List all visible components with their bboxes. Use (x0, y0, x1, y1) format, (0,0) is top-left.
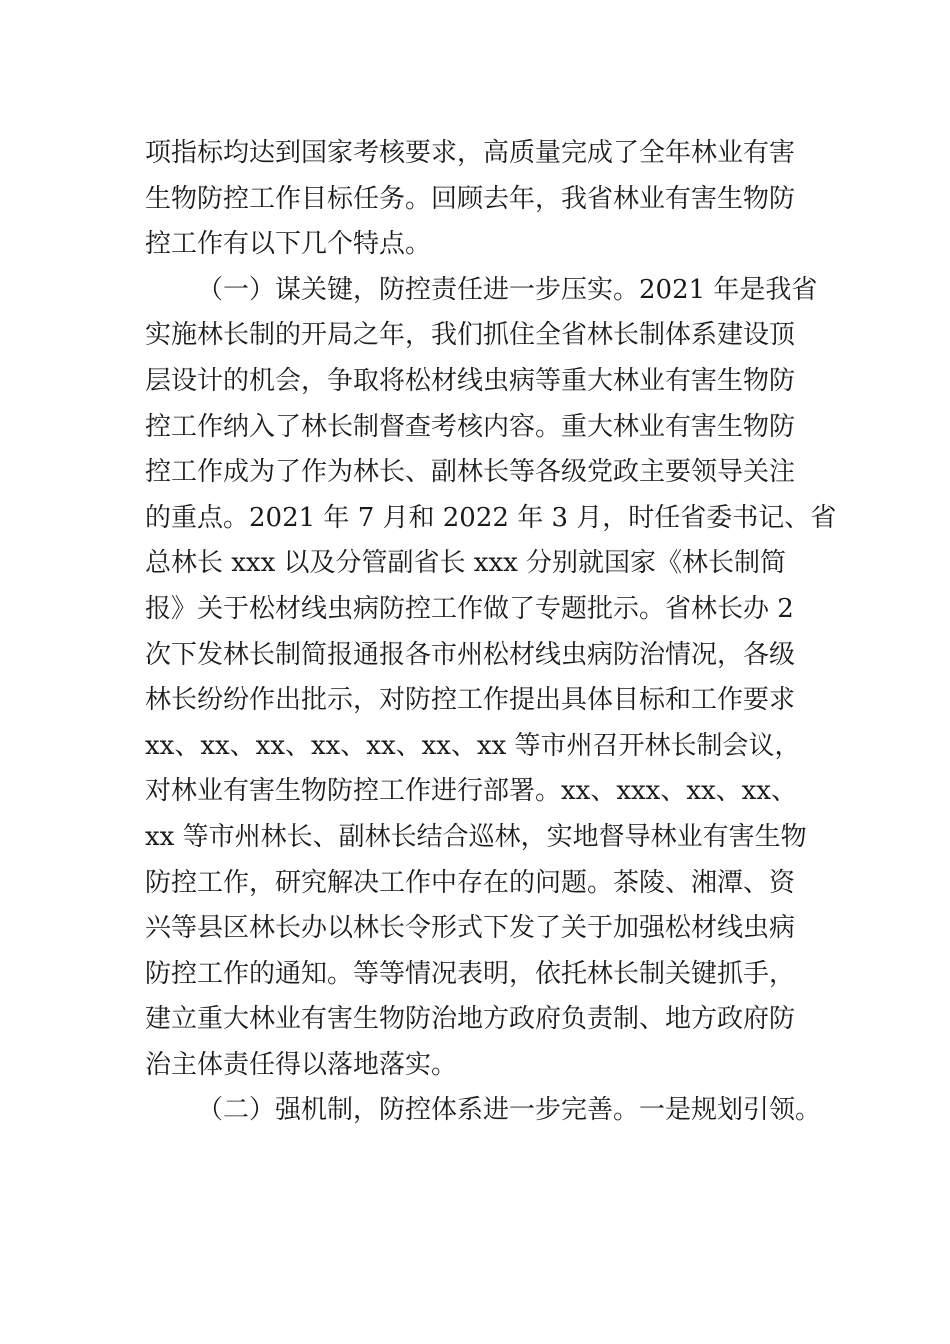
text-line: 建立重大林业有害生物防治地方政府负责制、地方政府防 (145, 1004, 796, 1035)
text-line: 兴等县区林长办以林长令形式下发了关于加强松材线虫病 (145, 913, 796, 944)
text-line: 控工作成为了作为林长、副林长等各级党政主要领导关注 (145, 457, 796, 488)
text-line: 治主体责任得以落地落实。 (145, 1049, 458, 1080)
text-line: 防控工作的通知。等等情况表明，依托林长制关键抓手， (145, 958, 796, 989)
text-line: 报》关于松材线虫病防控工作做了专题批示。省林长办 2 (145, 593, 794, 624)
text-line: 防控工作，研究解决工作中存在的问题。茶陵、湘潭、资 (145, 867, 796, 898)
text-line: 次下发林长制简报通报各市州松材线虫病防治情况，各级 (145, 639, 796, 670)
text-line: 层设计的机会，争取将松材线虫病等重大林业有害生物防 (145, 365, 796, 396)
text-line: 实施林长制的开局之年，我们抓住全省林长制体系建设顶 (145, 320, 796, 351)
text-line: 控工作纳入了林长制督查考核内容。重大林业有害生物防 (145, 411, 796, 442)
text-line: xx 等市州林长、副林长结合巡林，实地督导林业有害生物 (145, 821, 807, 852)
text-line: （一）谋关键，防控责任进一步压实。2021 年是我省 (197, 274, 818, 305)
text-line: 控工作有以下几个特点。 (145, 229, 432, 260)
text-line: 林长纷纷作出批示，对防控工作提出具体目标和工作要求 (145, 685, 796, 716)
body-text (145, 131, 837, 1134)
text-line: 对林业有害生物防控工作进行部署。xx、xxx、xx、xx、 (145, 776, 797, 807)
text-line: xx、xx、xx、xx、xx、xx、xx 等市州召开林长制会议， (145, 730, 801, 761)
text-line: 总林长 xxx 以及分管副省长 xxx 分别就国家《林长制简 (145, 548, 787, 579)
text-line: 生物防控工作目标任务。回顾去年，我省林业有害生物防 (145, 183, 796, 214)
text-line: 项指标均达到国家考核要求，高质量完成了全年林业有害 (145, 138, 796, 168)
text-line: （二）强机制，防控体系进一步完善。一是规划引领。 (197, 1095, 822, 1126)
text-line: 的重点。2021 年 7 月和 2022 年 3 月，时任省委书记、省 (145, 502, 837, 533)
